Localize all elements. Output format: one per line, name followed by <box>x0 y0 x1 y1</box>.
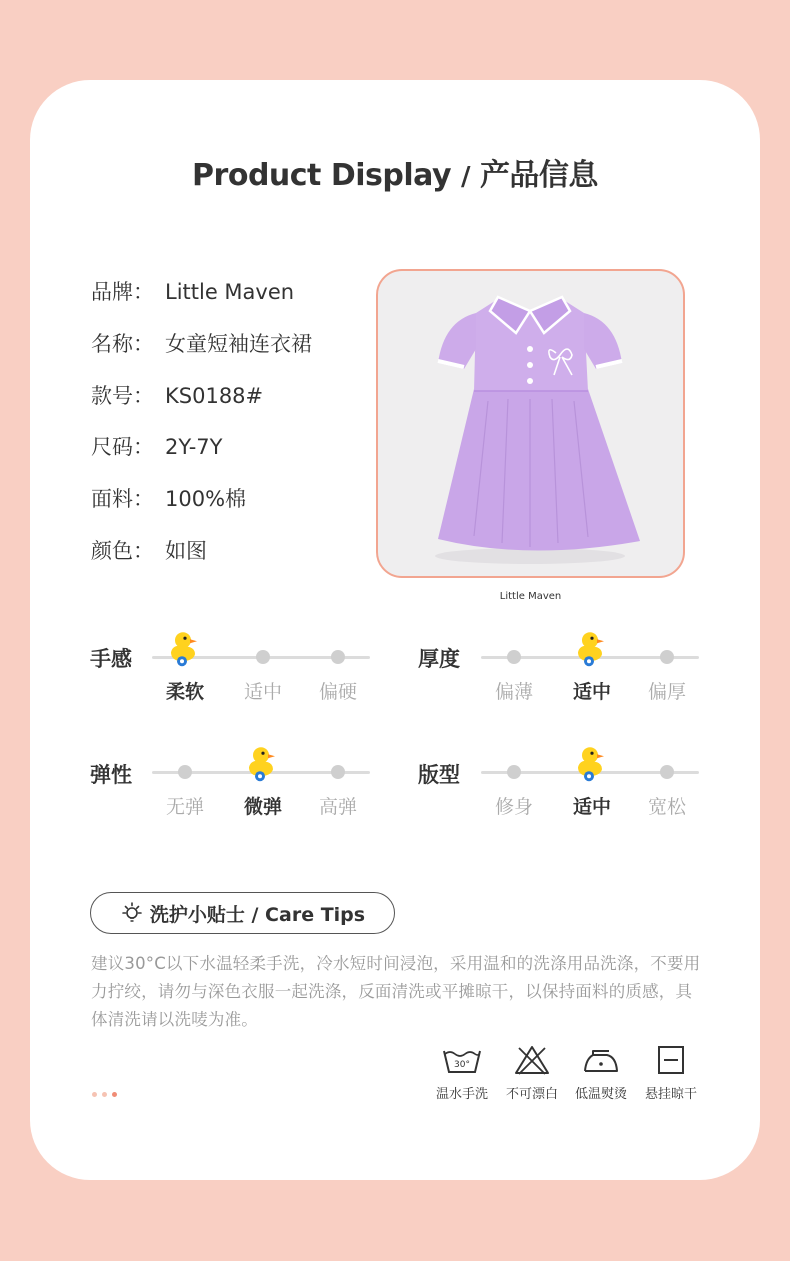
care-label: 低温熨烫 <box>574 1087 627 1102</box>
thickness-dot <box>507 650 521 664</box>
care-label: 不可漂白 <box>505 1087 558 1102</box>
care-label: 温水手洗 <box>435 1087 488 1102</box>
photo-caption: Little Maven <box>499 591 562 602</box>
elasticity-dot <box>178 765 192 779</box>
spec-key: 品牌： <box>91 280 154 304</box>
page-title <box>0 150 790 194</box>
fit-dot <box>507 765 521 779</box>
thickness-option: 适中 <box>572 681 612 703</box>
dress-illustration <box>378 271 683 576</box>
page-indicator <box>92 1092 117 1097</box>
care-hang-dry <box>636 1045 706 1102</box>
spec-key: 款号： <box>91 384 154 408</box>
attr-label-elasticity: 弹性 <box>90 763 132 787</box>
spec-name <box>91 328 312 358</box>
title-separator: / <box>460 162 470 192</box>
low-iron-icon <box>581 1045 621 1075</box>
elasticity-option: 微弹 <box>243 796 283 818</box>
fit-dot <box>660 765 674 779</box>
lightbulb-icon <box>120 901 144 925</box>
care-no-bleach <box>497 1045 567 1102</box>
page-dot-active <box>112 1092 117 1097</box>
feel-option: 偏硬 <box>318 681 358 703</box>
spec-value: 2Y-7Y <box>165 435 223 459</box>
spec-value: KS0188# <box>165 384 264 408</box>
thickness-option: 偏薄 <box>494 681 534 703</box>
duck-marker-icon <box>245 743 281 783</box>
feel-dot <box>256 650 270 664</box>
spec-value: 女童短袖连衣裙 <box>165 332 312 356</box>
care-tips-pill <box>90 892 395 934</box>
care-low-iron <box>566 1045 636 1102</box>
product-photo <box>376 269 685 578</box>
title-en: Product Display <box>192 158 452 193</box>
care-hand-wash <box>427 1045 497 1102</box>
spec-size <box>91 431 222 461</box>
fit-option: 修身 <box>494 796 534 818</box>
wash-temp-badge: 30° <box>454 1060 470 1070</box>
elasticity-dot <box>331 765 345 779</box>
duck-marker-icon <box>574 743 610 783</box>
care-label: 悬挂晾干 <box>644 1087 697 1102</box>
elasticity-option: 高弹 <box>318 796 358 818</box>
spec-key: 面料： <box>91 487 154 511</box>
attr-label-thickness: 厚度 <box>418 647 460 671</box>
spec-style-no <box>91 380 263 410</box>
spec-key: 尺码： <box>91 435 154 459</box>
spec-value: Little Maven <box>165 280 295 304</box>
feel-dot <box>331 650 345 664</box>
fit-option: 宽松 <box>647 796 687 818</box>
page-dot <box>102 1092 107 1097</box>
no-bleach-icon <box>512 1045 552 1075</box>
spec-brand <box>91 276 294 306</box>
spec-value: 如图 <box>165 539 207 563</box>
attr-label-fit: 版型 <box>418 763 460 787</box>
hang-dry-icon <box>651 1045 691 1075</box>
feel-option: 适中 <box>243 681 283 703</box>
thickness-dot <box>660 650 674 664</box>
spec-fabric <box>91 483 246 513</box>
thickness-option: 偏厚 <box>647 681 687 703</box>
spec-value: 100%棉 <box>165 487 247 511</box>
hand-wash-30-icon <box>442 1045 482 1075</box>
title-cn: 产品信息 <box>479 158 598 193</box>
duck-marker-icon <box>574 628 610 668</box>
attr-label-feel: 手感 <box>90 647 132 671</box>
duck-marker-icon <box>167 628 203 668</box>
spec-color <box>91 535 207 565</box>
spec-key: 名称： <box>91 332 154 356</box>
page-dot <box>92 1092 97 1097</box>
care-instructions-text: 建议30°C以下水温轻柔手洗，冷水短时间浸泡，采用温和的洗涤用品洗涤，不要用力拧绞，请勿与深色衣服一起洗涤，反面清洗或平摊晾干，以保持面料的质感，具体清洗请以洗唛为准。 <box>91 954 701 1029</box>
feel-option: 柔软 <box>165 681 205 703</box>
elasticity-option: 无弹 <box>165 796 205 818</box>
care-tips-label: 洗护小贴士 / Care Tips <box>149 903 366 926</box>
spec-key: 颜色： <box>91 539 154 563</box>
fit-option: 适中 <box>572 796 612 818</box>
